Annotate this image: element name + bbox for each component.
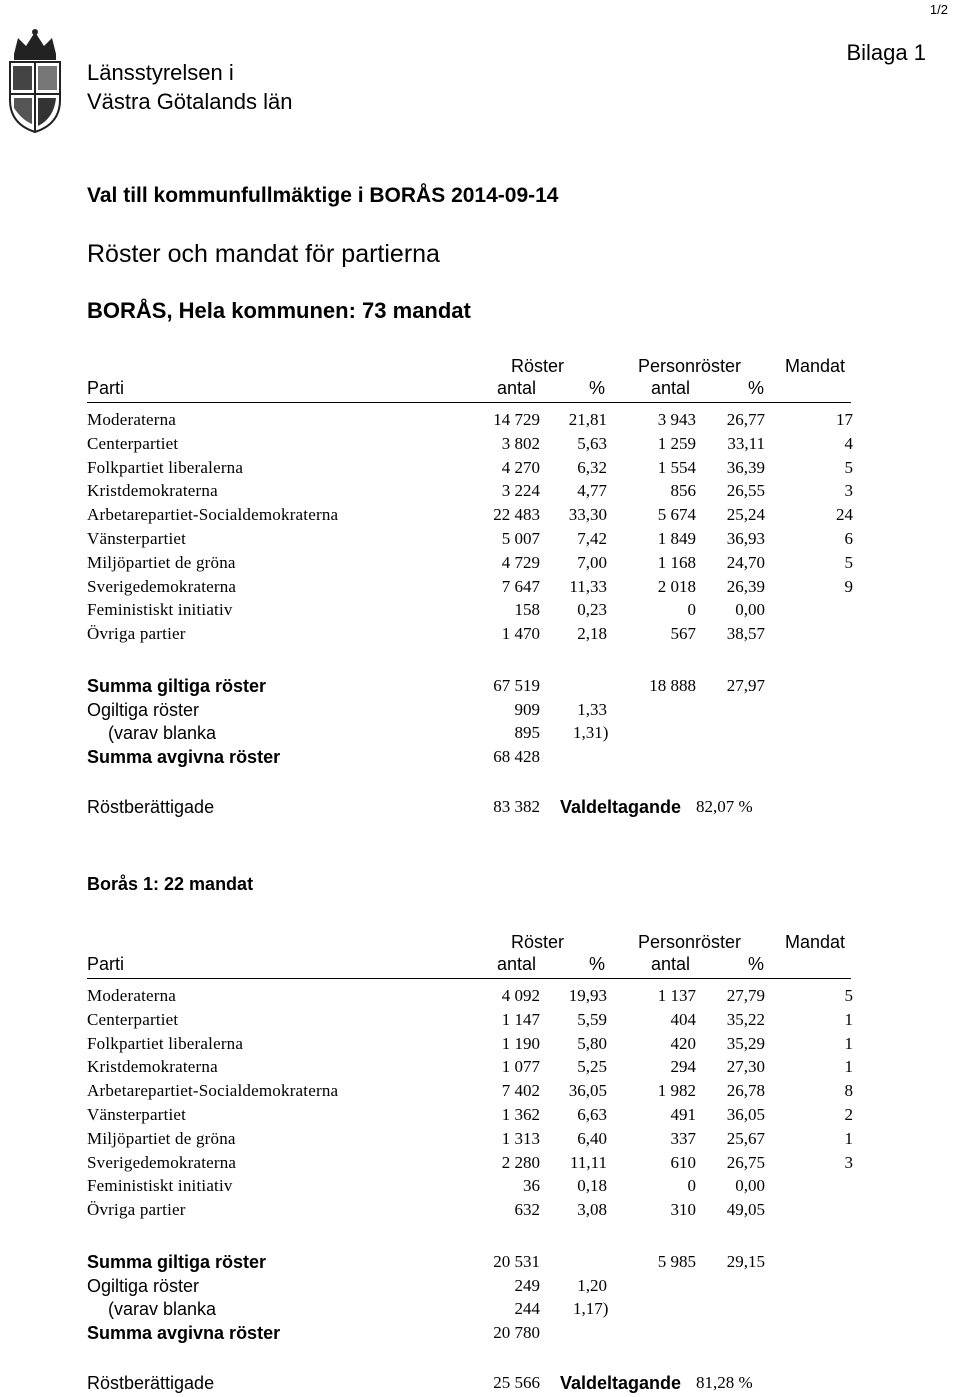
votes-percent: 19,93	[568, 986, 607, 1005]
party-name: Miljöpartiet de gröna	[87, 1128, 236, 1148]
personal-votes-percent: 26,55	[726, 481, 765, 501]
votes-percent: 6,32	[577, 457, 607, 477]
personal-votes-count: 1 259	[657, 433, 696, 453]
eligible-voters-label: Röstberättigade	[87, 1372, 215, 1393]
votes-count: 1 077	[501, 1057, 540, 1077]
votes-percent: 36,05	[568, 1081, 607, 1101]
party-name: Folkpartiet liberalerna	[87, 457, 244, 477]
turnout-value: 81,28 %	[696, 1372, 753, 1392]
table-row	[0, 577, 960, 601]
personal-votes-count: 567	[670, 624, 696, 644]
party-name: Kristdemokraterna	[87, 1057, 218, 1077]
header-pct: %	[589, 954, 606, 974]
valid-personal-votes-percent: 27,97	[726, 676, 765, 695]
summary-invalid-row	[0, 700, 960, 724]
header-roster: Röster	[511, 932, 565, 952]
blank-votes-label: (varav blanka	[108, 1299, 217, 1320]
party-name: Feministiskt initiativ	[87, 1176, 233, 1196]
personal-votes-count: 1 168	[657, 552, 696, 572]
table-row	[0, 458, 960, 482]
valid-personal-votes-percent: 29,15	[726, 1252, 765, 1271]
votes-percent: 5,25	[577, 1057, 607, 1077]
turnout-label: Valdeltagande	[560, 796, 682, 817]
personal-votes-percent: 36,39	[726, 457, 765, 477]
summary-eligible-row	[0, 1373, 960, 1397]
personal-votes-percent: 26,77	[726, 410, 765, 429]
party-name: Kristdemokraterna	[87, 481, 218, 501]
seats: 1	[844, 1057, 853, 1077]
votes-count: 158	[514, 600, 540, 620]
personal-votes-count: 491	[670, 1105, 696, 1124]
seats: 5	[844, 457, 853, 477]
votes-count: 3 224	[501, 481, 540, 501]
summary-invalid-row	[0, 1276, 960, 1300]
coat-of-arms-logo	[4, 28, 66, 136]
summary-valid-row	[0, 1252, 960, 1276]
personal-votes-count: 1 554	[657, 457, 696, 477]
header-p-pct: %	[748, 954, 765, 974]
votes-percent: 5,59	[577, 1009, 607, 1029]
invalid-votes-count: 909	[514, 699, 540, 719]
votes-count: 22 483	[493, 505, 540, 525]
votes-count: 1 190	[501, 1033, 540, 1053]
party-name: Sverigedemokraterna	[87, 1152, 237, 1172]
personal-votes-count: 2 018	[657, 576, 696, 596]
seats: 1	[844, 1033, 853, 1053]
personal-votes-count: 856	[670, 481, 696, 501]
personal-votes-percent: 38,57	[726, 624, 765, 644]
table-row	[0, 986, 960, 1010]
cast-votes-count: 20 780	[493, 1322, 540, 1342]
personal-votes-percent: 35,29	[726, 1033, 765, 1053]
votes-percent: 7,42	[577, 529, 607, 548]
party-name: Folkpartiet liberalerna	[87, 1033, 244, 1053]
votes-count: 4 092	[501, 986, 540, 1005]
valid-votes-label: Summa giltiga röster	[87, 676, 267, 696]
votes-count: 36	[523, 1176, 540, 1196]
cast-votes-label: Summa avgivna röster	[87, 746, 281, 767]
eligible-voters-label: Röstberättigade	[87, 796, 215, 817]
personal-votes-count: 0	[687, 1176, 696, 1196]
seats: 2	[844, 1105, 853, 1124]
personal-votes-count: 404	[670, 1009, 696, 1029]
votes-count: 1 470	[501, 624, 540, 644]
seats: 1	[844, 1128, 853, 1148]
table-row	[0, 624, 960, 648]
header-roster: Röster	[511, 356, 565, 376]
table-row	[0, 553, 960, 577]
personal-votes-percent: 26,39	[726, 576, 765, 596]
valid-personal-votes-count: 18 888	[649, 676, 696, 695]
valid-votes-label: Summa giltiga röster	[87, 1252, 267, 1272]
cast-votes-count: 68 428	[493, 746, 540, 766]
votes-percent: 6,40	[577, 1128, 607, 1148]
party-name: Miljöpartiet de gröna	[87, 552, 236, 572]
seats: 1	[844, 1009, 853, 1029]
table-row	[0, 529, 960, 553]
valid-votes-count: 67 519	[493, 676, 540, 695]
table-row	[0, 1105, 960, 1129]
party-name: Feministiskt initiativ	[87, 600, 233, 620]
table-row	[0, 1057, 960, 1081]
blank-votes-count: 244	[514, 1299, 540, 1319]
header-antal: antal	[497, 378, 537, 398]
table-row	[0, 1176, 960, 1200]
table-row	[0, 1081, 960, 1105]
party-name: Sverigedemokraterna	[87, 576, 237, 596]
table-row	[0, 1010, 960, 1034]
personal-votes-count: 0	[687, 600, 696, 620]
valid-votes-count: 20 531	[493, 1252, 540, 1271]
party-name: Centerpartiet	[87, 433, 179, 453]
party-name: Arbetarepartiet-Socialdemokraterna	[87, 505, 339, 525]
turnout-value: 82,07 %	[696, 796, 753, 816]
cast-votes-label: Summa avgivna röster	[87, 1322, 281, 1343]
summary-eligible-row	[0, 797, 960, 821]
blank-votes-count: 895	[514, 723, 540, 743]
votes-count: 5 007	[501, 529, 540, 548]
seats: 3	[844, 1152, 853, 1172]
table-row	[0, 481, 960, 505]
header-rule	[87, 402, 851, 403]
votes-percent: 21,81	[568, 410, 607, 429]
appendix-label: Bilaga 1	[846, 40, 926, 65]
personal-votes-percent: 35,22	[726, 1009, 765, 1029]
section-heading: Borås 1: 22 mandat	[87, 874, 254, 894]
invalid-votes-count: 249	[514, 1275, 540, 1295]
invalid-votes-label: Ogiltiga röster	[87, 699, 200, 720]
personal-votes-percent: 26,78	[726, 1081, 765, 1101]
header-rule	[87, 978, 851, 979]
votes-percent: 4,77	[577, 481, 607, 501]
header-parti: Parti	[87, 378, 125, 398]
personal-votes-percent: 25,24	[726, 505, 765, 525]
personal-votes-percent: 0,00	[735, 600, 765, 620]
document-title: Val till kommunfullmäktige i BORÅS 2014-09-14	[87, 184, 559, 207]
personal-votes-count: 337	[670, 1128, 696, 1148]
eligible-voters-count: 83 382	[493, 796, 540, 816]
header-pct: %	[589, 378, 606, 398]
votes-percent: 33,30	[568, 505, 607, 525]
party-name: Arbetarepartiet-Socialdemokraterna	[87, 1081, 339, 1101]
table-row	[0, 1034, 960, 1058]
personal-votes-count: 5 674	[657, 505, 696, 525]
summary-cast-row	[0, 747, 960, 771]
votes-percent: 2,18	[577, 624, 607, 644]
seats: 4	[844, 433, 853, 453]
document-subtitle: Röster och mandat för partierna	[87, 240, 440, 268]
votes-count: 2 280	[501, 1152, 540, 1172]
summary-cast-row	[0, 1323, 960, 1347]
party-name: Vänsterpartiet	[87, 1105, 187, 1124]
personal-votes-count: 3 943	[657, 410, 696, 429]
party-name: Övriga partier	[87, 624, 186, 644]
seats: 3	[844, 481, 853, 501]
header-antal: antal	[497, 954, 537, 974]
table-row	[0, 1153, 960, 1177]
votes-count: 7 647	[501, 576, 540, 596]
votes-percent: 5,80	[577, 1033, 607, 1053]
votes-count: 1 362	[501, 1105, 540, 1124]
votes-count: 1 147	[501, 1009, 540, 1029]
personal-votes-count: 1 849	[657, 529, 696, 548]
votes-count: 1 313	[501, 1128, 540, 1148]
votes-count: 4 270	[501, 457, 540, 477]
header-mandat: Mandat	[785, 932, 846, 952]
party-name: Vänsterpartiet	[87, 529, 187, 548]
votes-percent: 6,63	[577, 1105, 607, 1124]
header-mandat: Mandat	[785, 356, 846, 376]
turnout-label: Valdeltagande	[560, 1372, 682, 1393]
party-name: Moderaterna	[87, 986, 177, 1005]
table-row	[0, 1129, 960, 1153]
seats: 5	[844, 986, 853, 1005]
seats: 9	[844, 576, 853, 596]
personal-votes-percent: 27,30	[726, 1057, 765, 1077]
table-row	[0, 505, 960, 529]
personal-votes-count: 1 137	[657, 986, 696, 1005]
personal-votes-count: 310	[670, 1200, 696, 1220]
personal-votes-count: 294	[670, 1057, 696, 1077]
table-row	[0, 410, 960, 434]
section-heading: BORÅS, Hela kommunen: 73 mandat	[87, 298, 471, 323]
header-p-pct: %	[748, 378, 765, 398]
votes-percent: 0,23	[577, 600, 607, 620]
seats: 6	[844, 529, 853, 548]
votes-percent: 3,08	[577, 1200, 607, 1220]
invalid-votes-percent: 1,33	[577, 699, 607, 719]
personal-votes-percent: 36,93	[726, 529, 765, 548]
table-row	[0, 1200, 960, 1224]
personal-votes-percent: 24,70	[726, 552, 765, 572]
seats: 24	[836, 505, 853, 525]
header-p-antal: antal	[651, 378, 691, 398]
organization-name	[87, 58, 292, 116]
personal-votes-percent: 25,67	[726, 1128, 765, 1148]
personal-votes-percent: 27,79	[726, 986, 765, 1005]
personal-votes-count: 420	[670, 1033, 696, 1053]
table-row	[0, 600, 960, 624]
header-personroster: Personröster	[638, 932, 742, 952]
party-name: Moderaterna	[87, 410, 177, 429]
votes-percent: 11,33	[569, 576, 607, 596]
header-p-antal: antal	[651, 954, 691, 974]
votes-count: 7 402	[501, 1081, 540, 1101]
personal-votes-count: 610	[670, 1152, 696, 1172]
header-parti: Parti	[87, 954, 125, 974]
organization-line-1: Länsstyrelsen i	[87, 60, 234, 85]
valid-personal-votes-count: 5 985	[657, 1252, 696, 1271]
blank-votes-percent: 1,31)	[573, 723, 609, 743]
personal-votes-percent: 36,05	[726, 1105, 765, 1124]
votes-count: 3 802	[501, 433, 540, 453]
votes-count: 14 729	[493, 410, 540, 429]
summary-blank-row	[0, 723, 960, 747]
personal-votes-percent: 0,00	[735, 1176, 765, 1196]
party-name: Centerpartiet	[87, 1009, 179, 1029]
page-number: 1/2	[929, 2, 948, 17]
votes-percent: 0,18	[577, 1176, 607, 1196]
party-name: Övriga partier	[87, 1200, 186, 1220]
eligible-voters-count: 25 566	[493, 1372, 540, 1392]
blank-votes-percent: 1,17)	[573, 1299, 609, 1319]
votes-percent: 5,63	[577, 433, 607, 453]
personal-votes-percent: 33,11	[727, 433, 765, 453]
seats: 8	[844, 1081, 853, 1101]
blank-votes-label: (varav blanka	[108, 723, 217, 744]
header-personroster: Personröster	[638, 356, 742, 376]
votes-count: 632	[514, 1200, 540, 1220]
organization-line-2: Västra Götalands län	[87, 89, 293, 114]
table-row	[0, 434, 960, 458]
invalid-votes-percent: 1,20	[577, 1275, 607, 1295]
invalid-votes-label: Ogiltiga röster	[87, 1275, 200, 1296]
seats: 17	[836, 410, 853, 429]
summary-blank-row	[0, 1299, 960, 1323]
seats: 5	[844, 552, 853, 572]
votes-percent: 11,11	[570, 1152, 607, 1172]
personal-votes-count: 1 982	[657, 1081, 696, 1101]
personal-votes-percent: 49,05	[726, 1200, 765, 1220]
votes-percent: 7,00	[577, 552, 607, 572]
personal-votes-percent: 26,75	[726, 1152, 765, 1172]
votes-count: 4 729	[501, 552, 540, 572]
summary-valid-row	[0, 676, 960, 700]
